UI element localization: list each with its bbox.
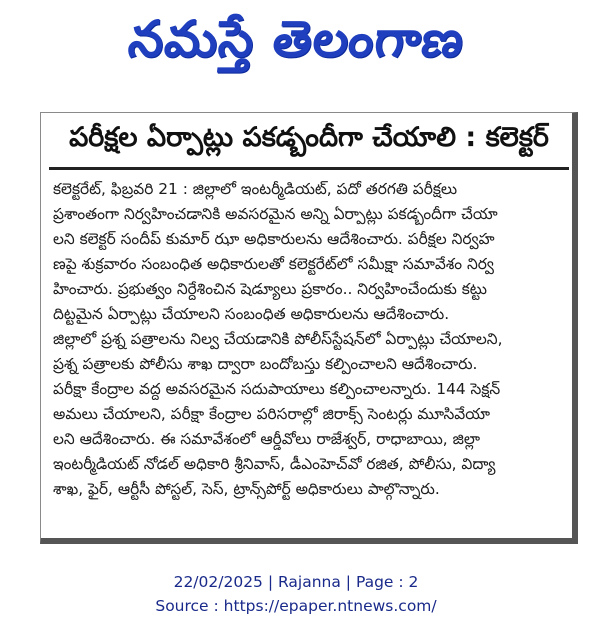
- article-line: జిల్లాలో ప్రశ్న పత్రాలను నిల్వ చేయడానికి పోలీస్‌స్టేషన్‌లో ఏర్పాట్లు చేయాలని,: [53, 330, 503, 348]
- article-line: కలెక్టరేట్, ఫిబ్రవరి 21 : జిల్లాలో ఇంటర్మీడియట్, పదో తరగతి పరీక్షలు: [53, 180, 458, 198]
- article-line: శాఖ, ఫైర్, ఆర్టీసీ పోస్టల్, సెస్, ట్రాన్స్‌పోర్ట్ అధికారులు పాల్గొన్నారు.: [53, 480, 440, 498]
- article-line: దిట్టమైన ఏర్పాట్లు చేయాలని సంబంధిత అధికారులను ఆదేశించారు.: [53, 305, 450, 323]
- masthead: [0, 0, 592, 90]
- headline-divider: [49, 167, 569, 170]
- article-line: ప్రశ్న పత్రాలకు పోలీసు శాఖ ద్వారా బందోబస్తు కల్పించాలని ఆదేశించారు.: [53, 355, 478, 373]
- newspaper-logo: నమస్తే తెలంగాణ: [125, 9, 468, 68]
- source-link: Source : https://epaper.ntnews.com/: [155, 597, 437, 615]
- article-line: లని కలెక్టర్ సందీప్ కుమార్ ఝా అధికారులను ఆదేశించారు. పరీక్షల నిర్వహ: [53, 230, 495, 248]
- article-line: హించారు. ప్రభుత్వం నిర్దేశించిన షెడ్యూలు ప్రకారం.. నిర్వహించేందుకు కట్టు: [53, 280, 487, 298]
- edition-info: 22/02/2025 | Rajanna | Page : 2: [173, 573, 419, 591]
- article-line: లని ఆదేశించారు. ఈ సమావేశంలో ఆర్డీవోలు రాజేశ్వర్, రాధాబాయి, జిల్లా: [53, 430, 480, 448]
- article-line: ప్రశాంతంగా నిర్వహించడానికి అవసరమైన అన్ని ఏర్పాట్లు పకడ్బందీగా చేయా: [53, 205, 498, 223]
- source-footer: [0, 570, 592, 630]
- article-body: [53, 177, 565, 537]
- article-line: అమలు చేయాలని, పరీక్షా కేంద్రాల పరిసరాల్లో జిరాక్స్ సెంటర్లు మూసివేయా: [53, 405, 490, 423]
- article-clipping: [40, 112, 578, 544]
- article-line: ఇంటర్మీడియట్ నోడల్ అధికారి శ్రీనివాస్, డీఎంహెచ్‌వో రజిత, పోలీసు, విద్యా: [53, 455, 496, 473]
- article-line: పరీక్షా కేంద్రాల వద్ద అవసరమైన సదుపాయాలు కల్పించాలన్నారు. 144 సెక్షన్: [53, 380, 501, 398]
- article-line: ణపై శుక్రవారం సంబంధిత అధికారులతో కలెక్టరేట్‌లో సమీక్షా సమావేశం నిర్వ: [53, 255, 494, 273]
- article-headline: పరీక్షల ఏర్పాట్లు పకడ్బందీగా చేయాలి : కలెక్టర్: [69, 122, 549, 153]
